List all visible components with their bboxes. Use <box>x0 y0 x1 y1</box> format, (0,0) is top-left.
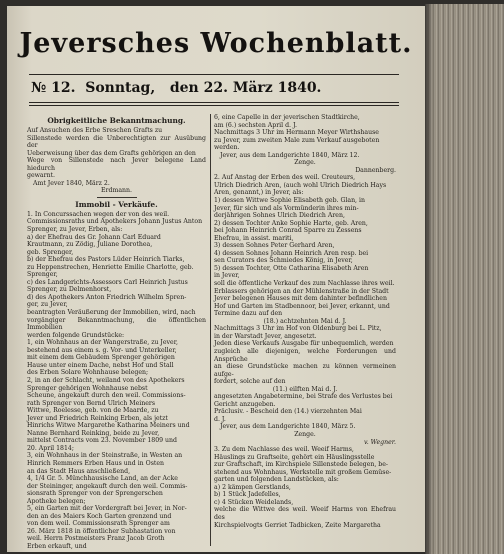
text-line: Jever, aus dem Landgerichte 1840, März 12. <box>220 151 360 159</box>
text-line: welche die Wittwe des weil. Weeif Harms von Ehefrau des <box>214 506 396 521</box>
text-line: (18.) achtzehnten Mai d. J. <box>263 317 347 325</box>
text-line: 1. In Concurssachen wegen der von des weil. <box>27 210 170 218</box>
text-line: zu Jever, zum zweiten Male zum Verkauf ausgeboten <box>214 136 380 144</box>
text-line: Jever, für sich und als Vormünderin ihres min- <box>214 204 359 212</box>
text-line: geb. Sprenger, <box>27 248 74 256</box>
text-line: mittelst Contracts vom 23. November 1809 und <box>27 437 177 445</box>
right-middle-text <box>214 174 396 438</box>
text-line: 20. April 1814; <box>27 444 74 452</box>
text-line: Jever belegenen Hauses mit dem dahinter befindlichen <box>214 295 387 303</box>
text-line: Commissionsraths und Apothekers Johann Justus Anton <box>27 218 203 226</box>
right-column <box>214 114 396 529</box>
text-line: 2) dessen Tochter Anke Sophie Harte, geb. Aren, <box>214 219 368 227</box>
text-line: Sprenger gehörigen Wohnhause nebst <box>27 384 148 392</box>
text-line: Zenge. <box>294 430 316 438</box>
text-line: zur Graftschaft, im Kirchspiele Sillenstede belegen, be- <box>214 461 389 469</box>
text-line: 4) dessen Sohnes Johann Heinrich Aren resp. bei <box>214 249 369 257</box>
text-line: beantragten Veräußerung der Immobilien, wird, nach <box>27 309 196 317</box>
issue-rule-1 <box>29 102 399 103</box>
text-line: Sillenstede werden die Unberechtigten zur Ausübung der <box>27 134 206 150</box>
text-line: Gericht anzugeben. <box>214 400 276 408</box>
text-line: an das Stadt Haus anschließend, <box>27 467 131 475</box>
text-line: Hause unter einem Dache, nebst Hof und Stall <box>27 361 174 369</box>
right-top-text <box>214 114 396 167</box>
text-line: sen Curators des Schmiedes König, in Jever, <box>214 257 353 265</box>
text-line: ger, zu Jever, <box>27 301 68 309</box>
text-line: des Erben Solare Wohnhause belegen; <box>27 369 149 377</box>
text-line: Hof und Garten im Stadbennoor, bei Jever, erkannt, und <box>214 302 390 310</box>
text-line: Jever und Friedrich Reinking Erben, als jetzt <box>27 414 168 422</box>
right-bottom-text <box>214 446 396 529</box>
text-line: Ehefrau, in assist. mariti, <box>214 234 294 242</box>
section-heading-announcement: Obrigkeitliche Bekanntmachung. <box>47 116 186 125</box>
text-line: Aren, genannt,) in Jever, als: <box>214 189 304 197</box>
text-line: bei Johann Heinrich Conrad Sparre zu Zessens <box>214 227 362 235</box>
text-line: 2. Auf Anstag der Erben des weil. Creuteurs, <box>214 174 356 182</box>
text-line: Wege von Sillenstede nach Jever belegene Land hiedurch <box>27 157 206 172</box>
text-line: 5) dessen Tochter, Otte Catharina Elisabeth Aren <box>214 264 369 272</box>
text-line: b) 1 Stück Jadefelles, <box>214 491 281 499</box>
text-line: 3) dessen Sohnes Peter Gerhard Aren, <box>214 242 335 250</box>
left-column <box>27 114 206 551</box>
text-line: Kirchspielvogts Gerriet Tadbicken, Zeite Margaretha <box>214 521 381 529</box>
text-line: Apotheke belegen; <box>27 497 86 505</box>
text-line: bestehend aus einem s. g. Vor- und Unterkeller, <box>27 346 177 354</box>
text-line: 1, ein Wohnhaus an der Wangerstraße, zu Jever, <box>27 339 178 347</box>
text-line: 4, 1/4 Gr. 5. Münchhausische Land, an der Acke <box>27 475 178 483</box>
text-line: 6, eine Capelle in der jeverischen Stadtkirche, <box>214 114 360 121</box>
text-line: vorgängiger Bekanntmachung, die öffentlichen Immobilien <box>27 316 206 332</box>
text-line: angesetzten Angabetermine, bei Strafe des Verlustes bei <box>214 393 393 401</box>
page-edges <box>425 4 504 554</box>
text-line: Hinrich Remmers Erben Haus und in Osten <box>27 459 165 467</box>
text-line: Erdmann. <box>101 187 132 195</box>
text-line: 3, ein Wohnhaus in der Steinstraße, in Westen an <box>27 452 183 460</box>
section-rule <box>97 197 137 198</box>
text-line: mit einem dem Gebäudem Sprenger gehörigen <box>27 354 175 362</box>
text-line: rath Sprenger von Bernd Ulrich Meiners <box>27 399 155 407</box>
announcement-text <box>27 127 206 195</box>
text-line: 5, ein Garten mit der Vordergraft bei Jever, in Nor- <box>27 505 187 513</box>
text-line: Sprenger, <box>27 271 58 279</box>
text-line: Jever, aus dem Landgerichte 1840, März 5. <box>220 423 356 431</box>
text-line: von dem weil. Commissionsrath Sprenger am <box>27 520 170 528</box>
newspaper-page <box>7 6 425 552</box>
text-line: b) der Ehefrau des Pastors Lüder Heinrich Tiarks, <box>27 256 185 264</box>
text-line: d. J. <box>214 415 226 423</box>
text-line: d) des Apothekers Anton Friedrich Wilhelm Spren- <box>27 293 187 301</box>
text-line: Nachmittags 3 Uhr im Hof von Oldenburg bei L. Pitz, <box>214 325 382 333</box>
text-line: weil. Herrn Postmeisters Franz Jacob Groth <box>27 535 165 543</box>
text-line: garten und folgenden Landstücken, als: <box>214 476 339 484</box>
text-line: am (6.) sechsten April d. J. <box>214 121 297 129</box>
binding-shadow <box>425 4 433 554</box>
text-line: Nachmittags 3 Uhr im Hermann Meyer Wirthshause <box>214 129 379 137</box>
text-line: a) 2 kämpen Gerstlands, <box>214 483 291 491</box>
text-line: zugleich alle diejenigen, welche Forderungen und Ansprüche <box>214 347 396 363</box>
text-line: a) der Ehefrau des Gr. Johann Carl Eduard <box>27 233 161 241</box>
text-line: werden folgende Grundstücke: <box>27 331 125 339</box>
issue-rule-2 <box>29 105 399 106</box>
text-line: gewarnt. <box>27 172 56 180</box>
text-line: c) des Landgerichts-Assessors Carl Heinrich Justus <box>27 278 188 286</box>
issue-date: den 22. März 1840. <box>169 80 322 96</box>
text-line: Jeden diese Verkaufs Ausgabe für unbequemlich, werden <box>214 340 394 348</box>
text-line: 2, in an der Schlacht, weiland von des Apothekers <box>27 376 185 384</box>
text-line: in Jever, <box>214 272 240 280</box>
text-line: in der Warstadt Jever, angesetzt. <box>214 332 317 340</box>
text-line: Ulrich Diedrich Aren, (auch wohl Ulrich Diedrich Hays <box>214 181 387 189</box>
issue-line <box>31 80 399 96</box>
text-line: Erben erkauft, und <box>27 542 87 550</box>
masthead-rule-top <box>29 74 399 75</box>
text-line: Scheune, angekauft durch den weil. Commissions- <box>27 392 186 400</box>
text-line: Hinrichs Witwe Margarethe Katharina Meiners und <box>27 422 190 430</box>
text-line: Termine dazu auf den <box>214 310 283 318</box>
text-line: Auf Ansuchen des Erbe Sreschen Grafts zu <box>27 127 163 134</box>
text-line: werden. <box>214 144 240 152</box>
text-line: soll die öffentliche Verkauf des zum Nachlasse ihres weil. <box>214 280 395 288</box>
text-line: Präclusiv. - Bescheid den (14.) vierzehnten Mai <box>214 408 362 416</box>
text-line: Erblassers gehörigen an der Mühlenstraße in der Stadt <box>214 287 389 295</box>
text-line: Zenge. <box>294 159 316 167</box>
issue-number: № 12. <box>31 80 76 96</box>
text-line: Sprenger, zu Jever, Erben, als: <box>27 226 123 234</box>
text-line: Sprenger, zu Delmenhorst, <box>27 286 112 294</box>
text-line: sionsrath Sprenger von der Sprengerschen <box>27 490 163 498</box>
text-line: Wittwe, Roelesse, geb. von de Maarde, zu <box>27 407 159 415</box>
text-line: Ueberweisung über das dem Grafts gehörigen an den <box>27 149 196 157</box>
text-line: 3. Zu dem Nachlasse des weil. Weeif Harms, <box>214 446 354 454</box>
text-line: Krautmann, zu Zödig, Juliane Dorothea, <box>27 241 153 249</box>
text-line: 26. März 1818 in öffentlicher Subhastation von <box>27 527 176 535</box>
text-line: fordert, solche auf den <box>214 378 286 386</box>
text-line: 1) dessen Wittwe Sophie Elisabeth geb. Glan, in <box>214 197 365 205</box>
section-heading-immobilien: Immobil - Verkäufe. <box>75 199 158 209</box>
text-line: (11.) eilften Mai d. J. <box>272 385 338 393</box>
text-line: Häuslings zu Graftseite, gehört ein Häuslingsstelle <box>214 453 375 461</box>
text-line: derjährigen Sohnes Ulrich Diedrich Aren, <box>214 212 345 220</box>
text-line: zu Heppenstrechen, Henriette Emilie Charlotte, geb. <box>27 263 194 271</box>
place-name: Dannenberg. <box>355 166 396 174</box>
text-line: Nanne Bernhard Reinking, beide zu Jever, <box>27 429 160 437</box>
text-line: an diese Grundstücke machen zu können vermeinen aufge- <box>214 363 396 378</box>
text-line: stehend aus Wohnhaus, Werkstelle mit großem Gemüse- <box>214 468 392 476</box>
text-line: den an des Maiers Koch Garten grenzend und <box>27 512 172 520</box>
signature: v. Wegner. <box>363 438 396 446</box>
text-line: Amt Jever 1840, März 2. <box>33 179 110 187</box>
column-divider <box>210 114 211 546</box>
masthead: Jeversches Wochenblatt. <box>19 28 413 59</box>
text-line: der Steininger, angekauft durch den weil. Commis- <box>27 482 188 490</box>
issue-weekday: Sonntag, <box>85 80 156 96</box>
immobilien-text <box>27 211 206 551</box>
text-line: c) 4 Stücken Weidelands, <box>214 498 294 506</box>
